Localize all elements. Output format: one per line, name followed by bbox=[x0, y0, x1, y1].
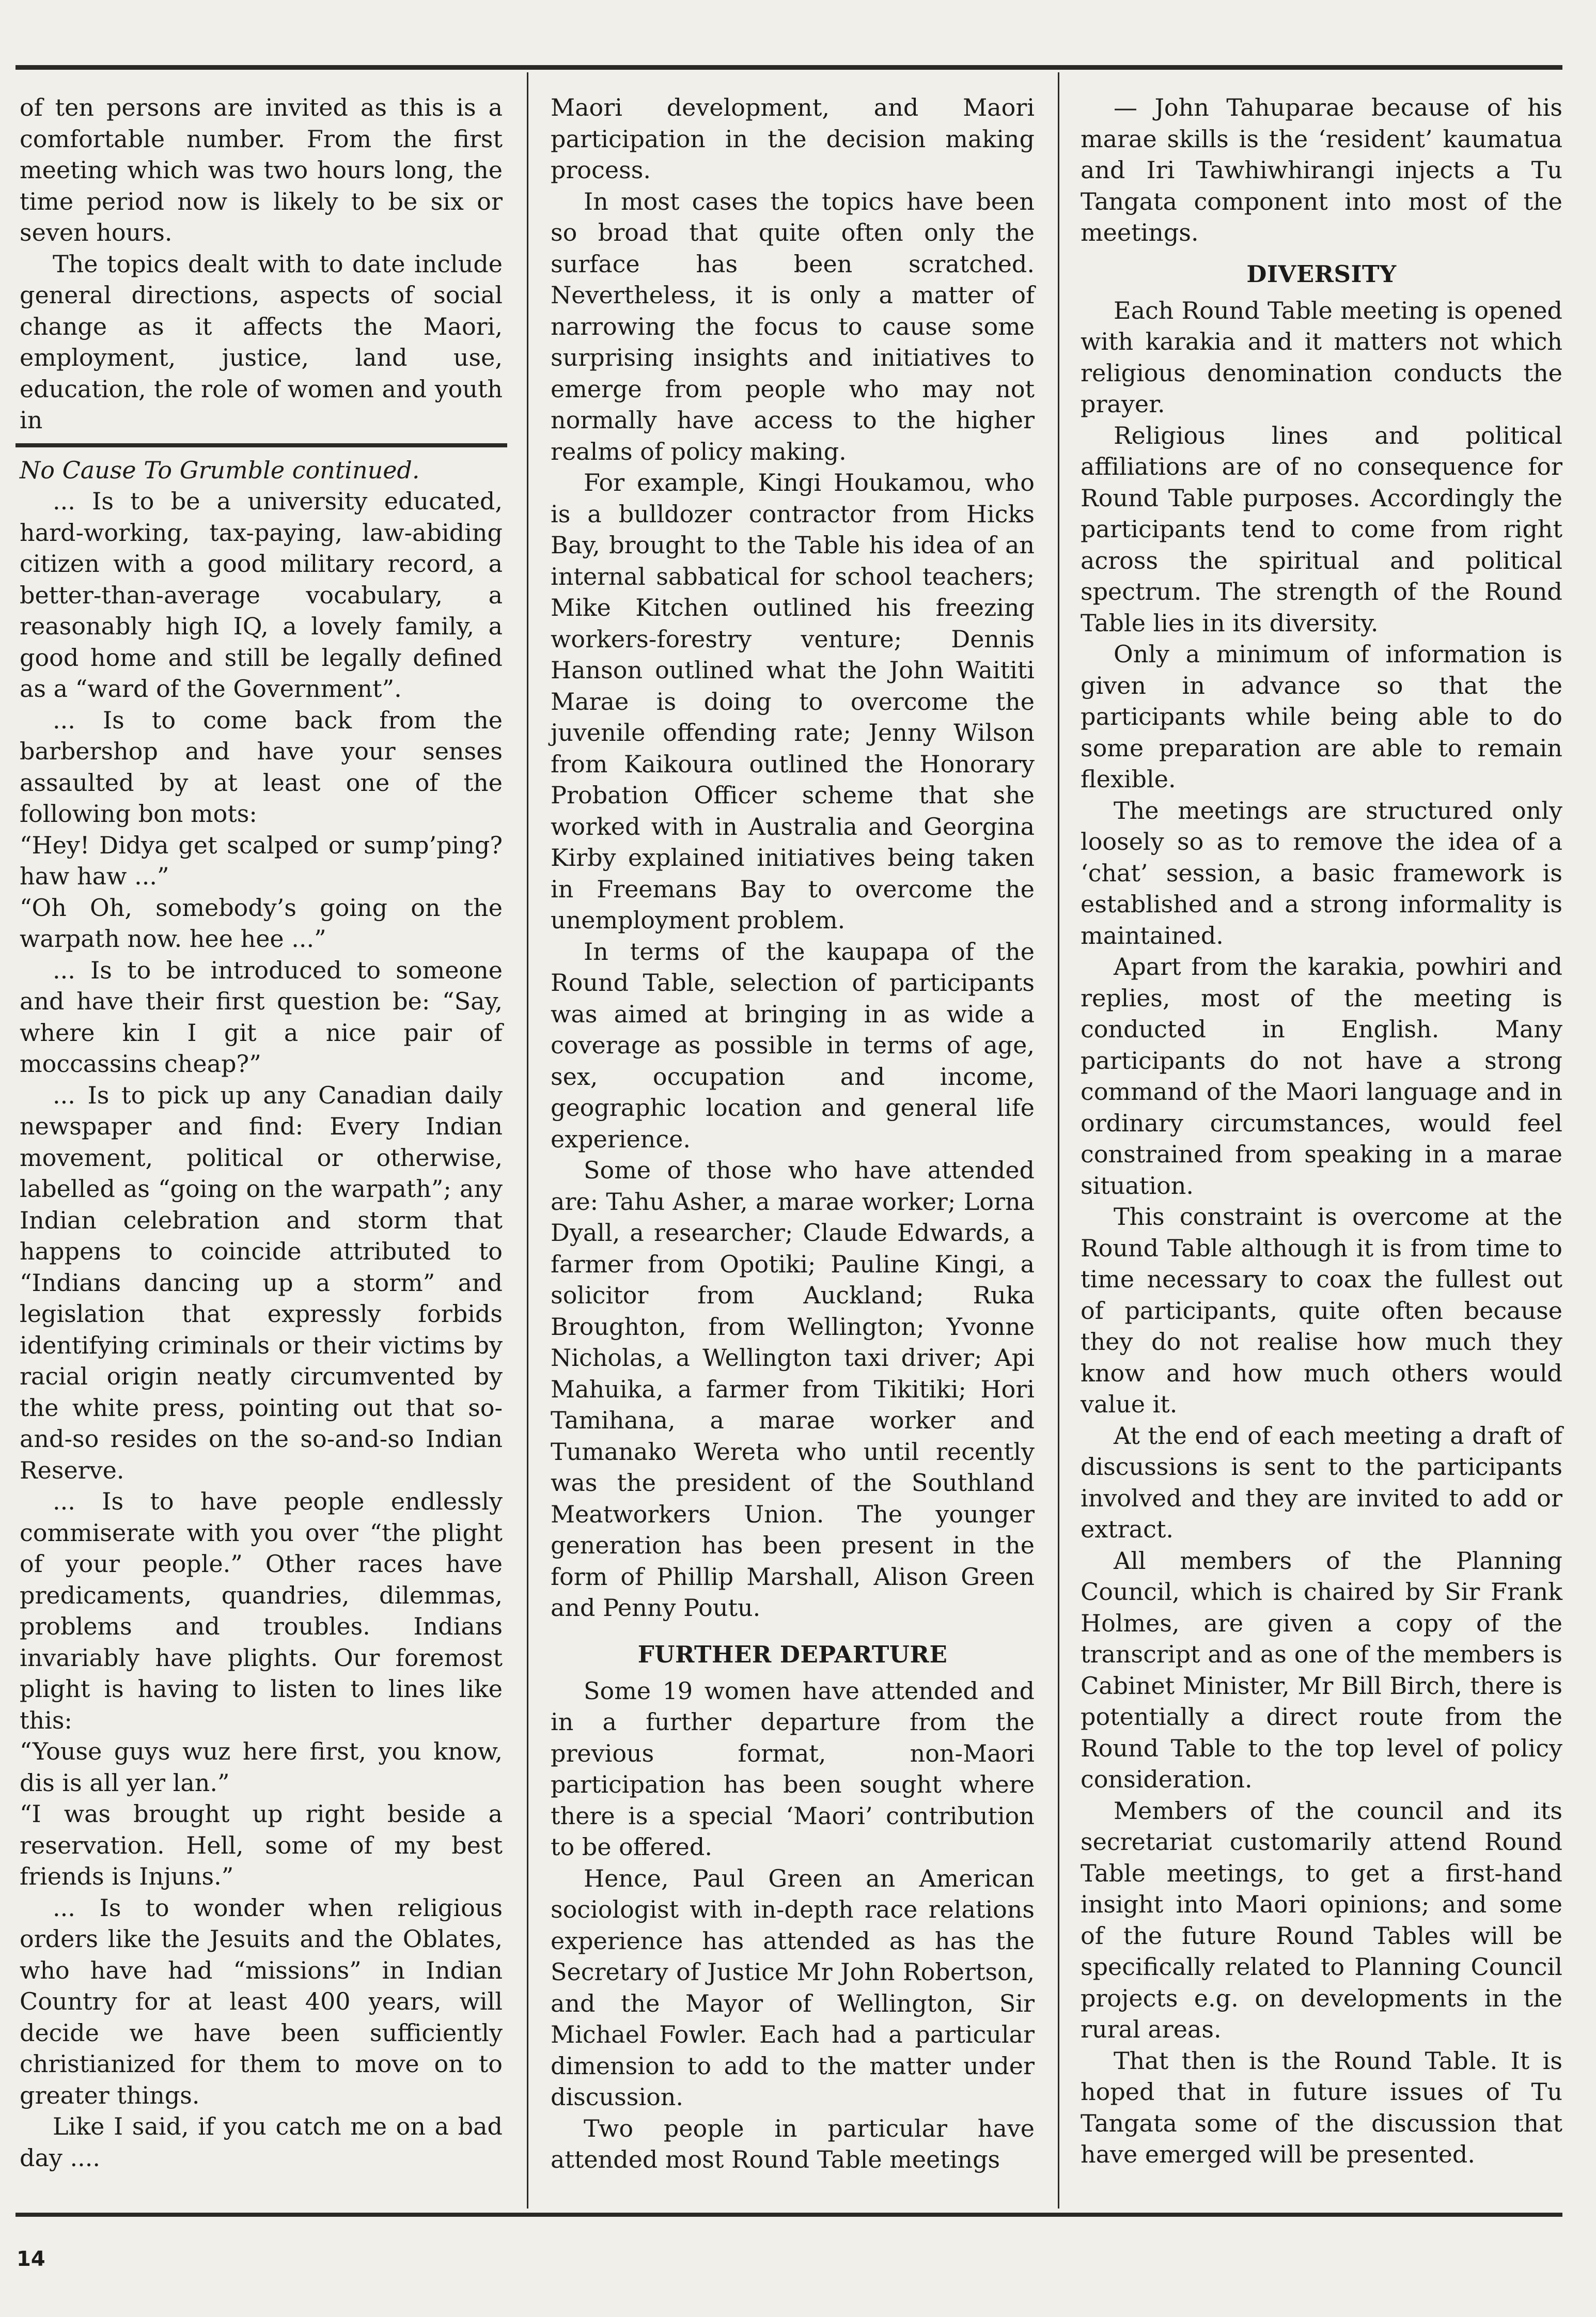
paragraph: Each Round Table meeting is opened with karakia and it matters not which religious denomination conducts the prayer. bbox=[1081, 296, 1562, 418]
bottom-rule bbox=[15, 2213, 1562, 2217]
paragraph: Apart from the karakia, powhiri and replies, most of the meeting is conducted in English. Many participants do not have a strong command of the Maori language and in ordinary circumstances, would feel constrained from speaking in a marae situation. bbox=[1081, 953, 1562, 1200]
paragraph: ... Is to pick up any Canadian daily newspaper and find: Every Indian movement, political or otherwise, labelled as “going on the warpath”; any Indian celebration and storm that happens to coincide attributed to “Indians dancing up a storm” and legislation that expressly forbids identifying criminals or their victims by racial origin neatly circumvented by the white press, pointing out that so-and-so resides on the so-and-so Indian Reserve. bbox=[20, 1081, 503, 1484]
paragraph: Two people in particular have attended most Round Table meetings bbox=[551, 2114, 1035, 2173]
paragraph: All members of the Planning Council, which is chaired by Sir Frank Holmes, are given a copy of the transcript and as one of the members is Cabinet Minister, Mr Bill Birch, there is potentially a direct route from the Round Table to the top level of policy consideration. bbox=[1081, 1546, 1562, 1793]
paragraph: ... Is to come back from the barbershop and have your senses assaulted by at least one of the following bon mots: bbox=[20, 706, 503, 828]
column-divider bbox=[1058, 72, 1059, 2209]
quote: “Hey! Didya get scalped or sump’ping? haw haw ...” bbox=[20, 831, 503, 890]
paragraph: The meetings are structured only loosely so as to remove the idea of a ‘chat’ session, a basic framework is established and a strong informality is maintained. bbox=[1081, 796, 1562, 950]
paragraph: ... Is to be a university educated, hard-working, tax-paying, law-abiding citizen with a good military record, a better-than-average vocabulary, a reasonably high IQ, a lovely family, a good home and still be legally defined as a “ward of the Government”. bbox=[20, 487, 503, 703]
paragraph: Only a minimum of information is given in advance so that the participants while being able to do some preparation are able to remain flexible. bbox=[1081, 640, 1562, 793]
column-2 bbox=[551, 92, 1035, 2175]
paragraph: Maori development, and Maori participation in the decision making process. bbox=[551, 94, 1035, 184]
paragraph: Some of those who have attended are: Tahu Asher, a marae worker; Lorna Dyall, a researcher; Claude Edwards, a farmer from Opotiki; Pauline Kingi, a solicitor from Auckland; Ruka Broughton, from Wellington; Yvonne Nicholas, a Wellington taxi driver; Api Mahuika, a farmer from Tikitiki; Hori Tamihana, a marae worker and Tumanako Wereta who until recently was the president of the Southland Meatworkers Union. The younger generation has been present in the form of Phillip Marshall, Alison Green and Penny Poutu. bbox=[551, 1156, 1035, 1622]
paragraph: ... Is to wonder when religious orders like the Jesuits and the Oblates, who have had “missions” in Indian Country for at least 400 years, will decide we have been sufficiently christianized for them to move on to greater things. bbox=[20, 1893, 503, 2109]
paragraph: Like I said, if you catch me on a bad day .... bbox=[20, 2112, 503, 2172]
paragraph: This constraint is overcome at the Round Table although it is from time to time necessary to coax the fullest out of participants, quite often because they do not realise how much they know and how much others would value it. bbox=[1081, 1203, 1562, 1418]
paragraph: Religious lines and political affiliations are of no consequence for Round Table purposes. Accordingly the participants tend to come from right across the spiritual and political spectrum. The strength of the Round Table lies in its diversity. bbox=[1081, 421, 1562, 637]
page-number: 14 bbox=[17, 2247, 45, 2271]
section-heading: FURTHER DEPARTURE bbox=[637, 1640, 948, 1668]
paragraph: Some 19 women have attended and in a further departure from the previous format, non-Maori participation has been sought where there is a special ‘Maori’ contribution to be offered. bbox=[551, 1676, 1035, 1861]
section-heading: DIVERSITY bbox=[1246, 260, 1397, 288]
paragraph: In most cases the topics have been so broad that quite often only the surface has been scratched. Nevertheless, it is only a matter of narrowing the focus to cause some surprising insights and initiatives to emerge from people who may not normally have access to the higher realms of policy making. bbox=[551, 187, 1035, 465]
quote: “I was brought up right beside a reservation. Hell, some of my best friends is Injuns.” bbox=[20, 1800, 503, 1890]
paragraph: At the end of each meeting a draft of discussions is sent to the participants involved and they are invited to add or extract. bbox=[1081, 1421, 1562, 1543]
section-rule bbox=[15, 443, 507, 447]
paragraph: Members of the council and its secretariat customarily attend Round Table meetings, to get a first-hand insight into Maori opinions; and some of the future Round Tables will be specifically related to Planning Council projects e.g. on developments in the rural areas. bbox=[1081, 1796, 1562, 2043]
paragraph: — John Tahuparae because of his marae skills is the ‘resident’ kaumatua and Iri Tawhiwhirangi injects a Tu Tangata component into most of the meetings. bbox=[1081, 94, 1562, 246]
paragraph: of ten persons are invited as this is a comfortable number. From the first meeting which was two hours long, the time period now is likely to be six or seven hours. bbox=[20, 94, 503, 246]
top-rule bbox=[15, 65, 1562, 70]
quote: “Oh Oh, somebody’s going on the warpath now. hee hee ...” bbox=[20, 893, 503, 953]
paragraph: In terms of the kaupapa of the Round Table, selection of participants was aimed at bringing in as wide a coverage as possible in terms of age, sex, occupation and income, geographic location and general life experience. bbox=[551, 937, 1035, 1153]
paragraph: The topics dealt with to date include general directions, aspects of social change as it affects the Maori, employment, justice, land use, education, the role of women and youth in bbox=[20, 250, 503, 434]
paragraph: Hence, Paul Green an American sociologist with in-depth race relations experience has attended as has the Secretary of Justice Mr John Robertson, and the Mayor of Wellington, Sir Michael Fowler. Each had a particular dimension to add to the matter under discussion. bbox=[551, 1864, 1035, 2111]
column-3 bbox=[1081, 92, 1562, 2170]
paragraph: That then is the Round Table. It is hoped that in future issues of Tu Tangata some of the discussion that have emerged will be presented. bbox=[1081, 2046, 1562, 2168]
quote: “Youse guys wuz here first, you know, dis is all yer lan.” bbox=[20, 1737, 503, 1797]
column-divider bbox=[527, 72, 528, 2209]
column-1 bbox=[20, 92, 503, 2173]
paragraph: ... Is to be introduced to someone and have their first question be: “Say, where kin I git a nice pair of moccassins cheap?” bbox=[20, 956, 503, 1078]
paragraph: ... Is to have people endlessly commiserate with you over “the plight of your people.” Other races have predicaments, quandries, dilemmas, problems and troubles. Indians invariably have plights. Our foremost plight is having to listen to lines like this: bbox=[20, 1487, 503, 1734]
continued-heading: No Cause To Grumble continued. bbox=[20, 456, 420, 484]
paragraph: For example, Kingi Houkamou, who is a bulldozer contractor from Hicks Bay, brought to the Table his idea of an internal sabbatical for school teachers; Mike Kitchen outlined his freezing workers-forestry venture; Dennis Hanson outlined what the John Waititi Marae is doing to overcome the juvenile offending rate; Jenny Wilson from Kaikoura outlined the Honorary Probation Officer scheme that she worked with in Australia and Georgina Kirby explained initiatives being taken in Freemans Bay to overcome the unemployment problem. bbox=[551, 469, 1035, 934]
